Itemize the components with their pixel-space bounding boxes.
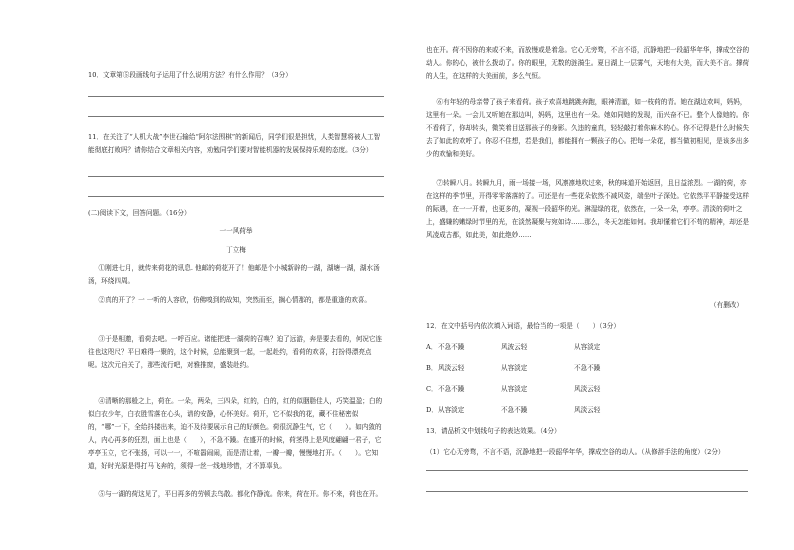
paragraph-7: ⑦转瞬八月。转瞬九月，雨一场接一场，风凛凛地吹过来，秋的味道开始返回，且日益浓烈。一湖的荷，亦在这样的季节里，开得零零落落的了。可还是有一些花朵依然不减风姿，端坐叶子深处。它依然平平静接受这样的际遇，在一一开着，也更多的，凝视一段韶华的光。淋湿绿的花，依然在，一朵一朵，亭亭。清淡的荷叶之上，盛嫌的嫩绿时节里的光，在淡然凝聚与宛如诗……那么，冬天怎能如何。我却懂着它们不苟的精神，却还是风凌成古都，如此美，如此绝妙…… (426, 179, 750, 240)
question-10: 10．文章第⑤段画线句子运用了什么说明方法？有什么作用？（3分） (88, 71, 292, 79)
option-word-3: 不急不躁 (574, 364, 601, 372)
source-note: （有删改） (710, 301, 743, 309)
essay-title: 一一风荷举 (219, 227, 253, 235)
paragraph-5: ⑤与一湖的荷这见了，平日再多的劳顿去鸟散。都化作静流。你来，荷在开。你不来，荷也在开。 (98, 490, 383, 498)
option-word-1: 不急不躁 (438, 343, 465, 351)
essay-author: 丁立梅 (226, 246, 246, 254)
paragraph-3: ③于是相邀，看荷去吧。一呼百应。诸能把进一湖荷的召唤？迫了远游，奔是要去看的，何况它连往也这咫尺？平日难得一聚的，这个时候，总能聚到一起，一起赴约，看荷的欢喜，打扮得漂亮点呢。这次元自关了，那些流行吧，对雅推窗，盛装赴约。 (88, 335, 383, 370)
option-word-1: 不急不躁 (438, 385, 465, 393)
answer-line-q10-2[interactable] (88, 116, 384, 117)
question-13-1: （1）它心无旁骛，不言不语，沉静地把一段韶华年华，撑成空谷的动人。（从修辞手法的角度）（2分） (426, 448, 725, 456)
paragraph-1: ①刚进七月，就传来荷花的讯息. 他邮的荷花开了！他邮是个小城新辟的一湖，湖塘一湖，湖水汤汤，环绕四周。 (88, 264, 380, 286)
option-word-2: 从容淡定 (501, 385, 528, 393)
option-letter: A． (426, 343, 438, 351)
option-word-3: 风淡云轻 (574, 406, 601, 414)
option-word-2: 从容淡定 (501, 364, 528, 372)
option-word-3: 风淡云轻 (574, 385, 601, 393)
answer-line-q11-2[interactable] (88, 196, 384, 197)
answer-line-q13-1[interactable] (426, 470, 748, 471)
paragraph-4: ④清晰的那般之上，荷在。一朵，两朵，三四朵，红的，白的，红的似胭脂佳人，巧笑温盈；白的似白衣少年，白衣胜雪落在心头，谱的安静，心怀美好。荷开，它不似我的花，藏不住秘密似的，“哪”一下，全给抖搂出来，迫不及待要展示自己的好颜色。荷很沉静生气，它（ ）。如内敛的人，内心再多的狂烈，面上也是（ ），不急不躁。在盛开的时候，荷茎得上是风度翩翩一君子，它亭亭玉立，它不张扬，可以一一，不喧嚣闹闹，而是清让着，一瓣一瓣，慢慢地打开。（ ）。它知道，好时光原是得打马飞奔的，须得一丝一线地珍惜，才不算辜负。 (88, 397, 383, 471)
answer-line-q10-1[interactable] (88, 96, 384, 97)
answer-line-q11-1[interactable] (88, 176, 384, 177)
paragraph-6: ⑥有年轻的母亲带了孩子来看荷。孩子欢喜地跳跳奔跑，眼神清澈，如一枝荷的青。她在湖边欢叫，妈妈，这里有一朵。一会儿又听她在那边叫，妈妈，这里也有一朵。她如同她的发现，而兴奋不已。整个人像她的。你不看荷了，你却转头，微笑着目送那孩子的身影。久违的童真，轻轻敲打着你麻木的心。你不记得是什么时候失去了如此的欢呼了。你忍不住想，若是我们，都能拥有一颗孩子的心。把每一朵花，都当做初相见，是该多出多少的欢愉和美好。 (426, 98, 750, 159)
paragraph-2: ②真的开了？一 一听的人容欣，仿佛嗅到的故知，突然而至，搁心情那的，都是重逢的欢喜。 (98, 296, 371, 304)
option-word-2: 不急不躁 (501, 406, 528, 414)
option-word-2: 风波云轻 (501, 343, 528, 351)
option-word-1: 风淡云轻 (438, 364, 465, 372)
option-word-1: 从容淡定 (438, 406, 465, 414)
option-word-3: 从容淡定 (574, 343, 601, 351)
section-title: (二)阅读下文，回答问题。（16分） (88, 209, 191, 217)
option-letter: B． (426, 364, 438, 372)
option-letter: D． (426, 406, 438, 414)
option-letter: C． (426, 385, 438, 393)
answer-line-q13-2[interactable] (426, 491, 748, 492)
paragraph-5-continued: 也在开。荷不因你的来或不来，而放慢或是着急。它心无旁骛，不言不语，沉静地把一段韶华年华，撑成空谷的动人。你的心，被什么拨动了。你的眼里，无数的涟漪生。夏日湖上一层雾气，天地有大美，而大美不言。撑荷的人生，在这样的大美面前，多么气恒。 (426, 46, 750, 81)
question-12: 12．在文中括号内依次填入词语，最恰当的一项是（ ）（3分） (426, 322, 620, 330)
question-11: 11．在关注了“人机大战”李世石输给“阿尔法围棋”的新闻后，同学们很是担忧，人类智慧将被人工智能彻底打败吗？请你结合文章相关内容，劝勉同学们要对智能机器的发展保持乐观的态度。（3分） (88, 133, 381, 155)
question-13: 13．请品析文中划线句子的表达效果。（4分） (426, 427, 561, 435)
